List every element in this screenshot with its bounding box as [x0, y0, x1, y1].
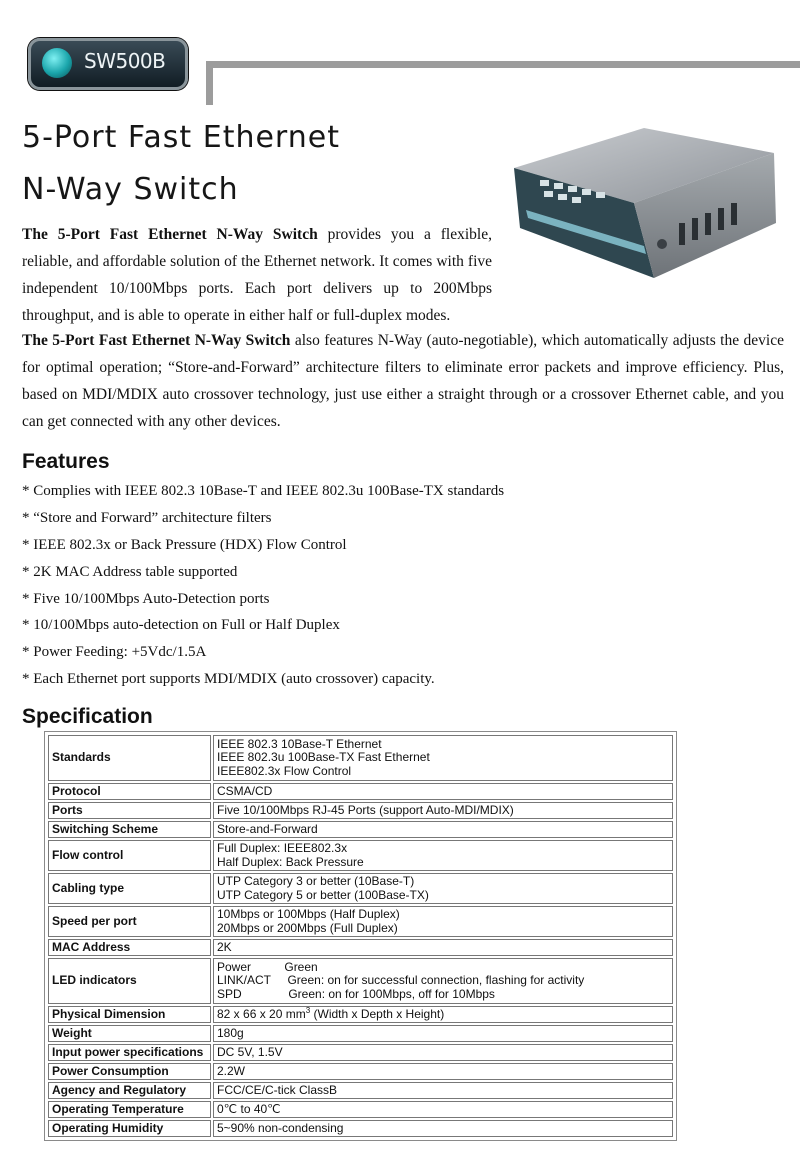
table-row — [48, 840, 673, 871]
model-label: SW500B — [84, 49, 166, 73]
spec-value: CSMA/CD — [213, 783, 673, 800]
dimension-note: (Width x Depth x Height) — [310, 1006, 445, 1021]
table-row — [48, 1082, 673, 1099]
table-row — [48, 1006, 673, 1023]
feature-item: * 2K MAC Address table supported — [22, 563, 238, 580]
header-rule — [206, 61, 800, 68]
feature-item: * Complies with IEEE 802.3 10Base-T and IEEE 802.3u 100Base-TX standards — [22, 483, 505, 499]
spec-value: Five 10/100Mbps RJ-45 Ports (support Auto-MDI/MDIX) — [213, 802, 673, 819]
spec-key: Power Consumption — [48, 1063, 211, 1080]
spec-value — [213, 1006, 673, 1023]
spec-key: LED indicators — [48, 958, 211, 1004]
spec-value: 0℃ to 40℃ — [213, 1101, 673, 1118]
feature-item: * “Store and Forward” architecture filters — [22, 509, 272, 526]
table-row — [48, 958, 673, 1004]
table-row — [48, 821, 673, 838]
feature-item: * Each Ethernet port supports MDI/MDIX (auto crossover) capacity. — [22, 671, 435, 688]
spec-key: Input power specifications — [48, 1044, 211, 1061]
spec-value: Power Green LINK/ACT Green: on for successful connection, flashing for activity SPD Green: on for 100Mbps, off for 10Mbps — [213, 958, 673, 1004]
spec-key: Physical Dimension — [48, 1006, 211, 1023]
badge-dot-icon — [42, 48, 72, 78]
intro-paragraph-2 — [22, 327, 784, 435]
spec-value: DC 5V, 1.5V — [213, 1044, 673, 1061]
spec-value: 180g — [213, 1025, 673, 1042]
spec-value: 2.2W — [213, 1063, 673, 1080]
intro-text-1: provides you a flexible, reliable, and affordable solution of the Ethernet network. It comes with five independent 10/100Mbps ports. Each port delivers up to 200Mbps throughput, and is able to operate in either half or full-duplex modes. — [22, 226, 492, 324]
feature-item: * Power Feeding: +5Vdc/1.5A — [22, 644, 207, 661]
spec-key: Agency and Regulatory — [48, 1082, 211, 1099]
spec-key: Cabling type — [48, 873, 211, 904]
spec-key: Flow control — [48, 840, 211, 871]
spec-key: Weight — [48, 1025, 211, 1042]
features-heading: Features — [22, 450, 110, 473]
spec-key: Operating Temperature — [48, 1101, 211, 1118]
table-row — [48, 1044, 673, 1061]
page-title-line1: 5-Port Fast Ethernet — [22, 120, 340, 155]
spec-table — [46, 733, 675, 1139]
features-list — [22, 478, 504, 693]
table-row — [48, 939, 673, 956]
table-row — [48, 1063, 673, 1080]
spec-key: MAC Address — [48, 939, 211, 956]
header-rule-vertical — [206, 61, 213, 105]
spec-value: IEEE 802.3 10Base-T Ethernet IEEE 802.3u 100Base-TX Fast Ethernet IEEE802.3x Flow Control — [213, 735, 673, 781]
product-name-bold: The 5-Port Fast Ethernet N-Way Switch — [22, 332, 291, 349]
spec-value: 10Mbps or 100Mbps (Half Duplex) 20Mbps or 200Mbps (Full Duplex) — [213, 906, 673, 937]
specification-heading: Specification — [22, 705, 153, 728]
superscript: 3 — [305, 1005, 311, 1015]
table-row — [48, 1120, 673, 1137]
spec-key: Protocol — [48, 783, 211, 800]
model-badge — [28, 38, 188, 90]
table-row — [48, 783, 673, 800]
table-row — [48, 873, 673, 904]
table-row — [48, 1025, 673, 1042]
feature-item: * Five 10/100Mbps Auto-Detection ports — [22, 590, 270, 607]
dimension-value: 82 x 66 x 20 mm — [217, 1006, 306, 1021]
feature-item: * 10/100Mbps auto-detection on Full or Half Duplex — [22, 617, 340, 634]
spec-value: Store-and-Forward — [213, 821, 673, 838]
power-jack-icon — [657, 239, 667, 249]
intro-paragraph-1 — [22, 221, 492, 329]
spec-value: Full Duplex: IEEE802.3x Half Duplex: Back Pressure — [213, 840, 673, 871]
spec-key: Switching Scheme — [48, 821, 211, 838]
spec-key: Ports — [48, 802, 211, 819]
spec-key: Standards — [48, 735, 211, 781]
feature-item: * IEEE 802.3x or Back Pressure (HDX) Flow Control — [22, 536, 347, 553]
spec-value: FCC/CE/C-tick ClassB — [213, 1082, 673, 1099]
table-row — [48, 802, 673, 819]
product-name-bold: The 5-Port Fast Ethernet N-Way Switch — [22, 226, 318, 243]
spec-value: 2K — [213, 939, 673, 956]
table-row — [48, 906, 673, 937]
table-row — [48, 735, 673, 781]
spec-value: 5~90% non-condensing — [213, 1120, 673, 1137]
table-row — [48, 1101, 673, 1118]
spec-key: Operating Humidity — [48, 1120, 211, 1137]
spec-value: UTP Category 3 or better (10Base-T) UTP Category 5 or better (100Base-TX) — [213, 873, 673, 904]
intro-text-2: also features N-Way (auto-negotiable), which automatically adjusts the device for optimal operation; “Store-and-Forward” architecture filters to eliminate error packets and improve efficiency. Plus, based on MDI/MDIX auto crossover technology, just use either a straight through or a crossover Ethernet cable, and you can get connected with any other devices. — [22, 332, 784, 430]
spec-key: Speed per port — [48, 906, 211, 937]
product-photo — [504, 128, 778, 278]
page-title-line2: N-Way Switch — [22, 172, 239, 207]
spec-table-frame — [44, 731, 677, 1141]
